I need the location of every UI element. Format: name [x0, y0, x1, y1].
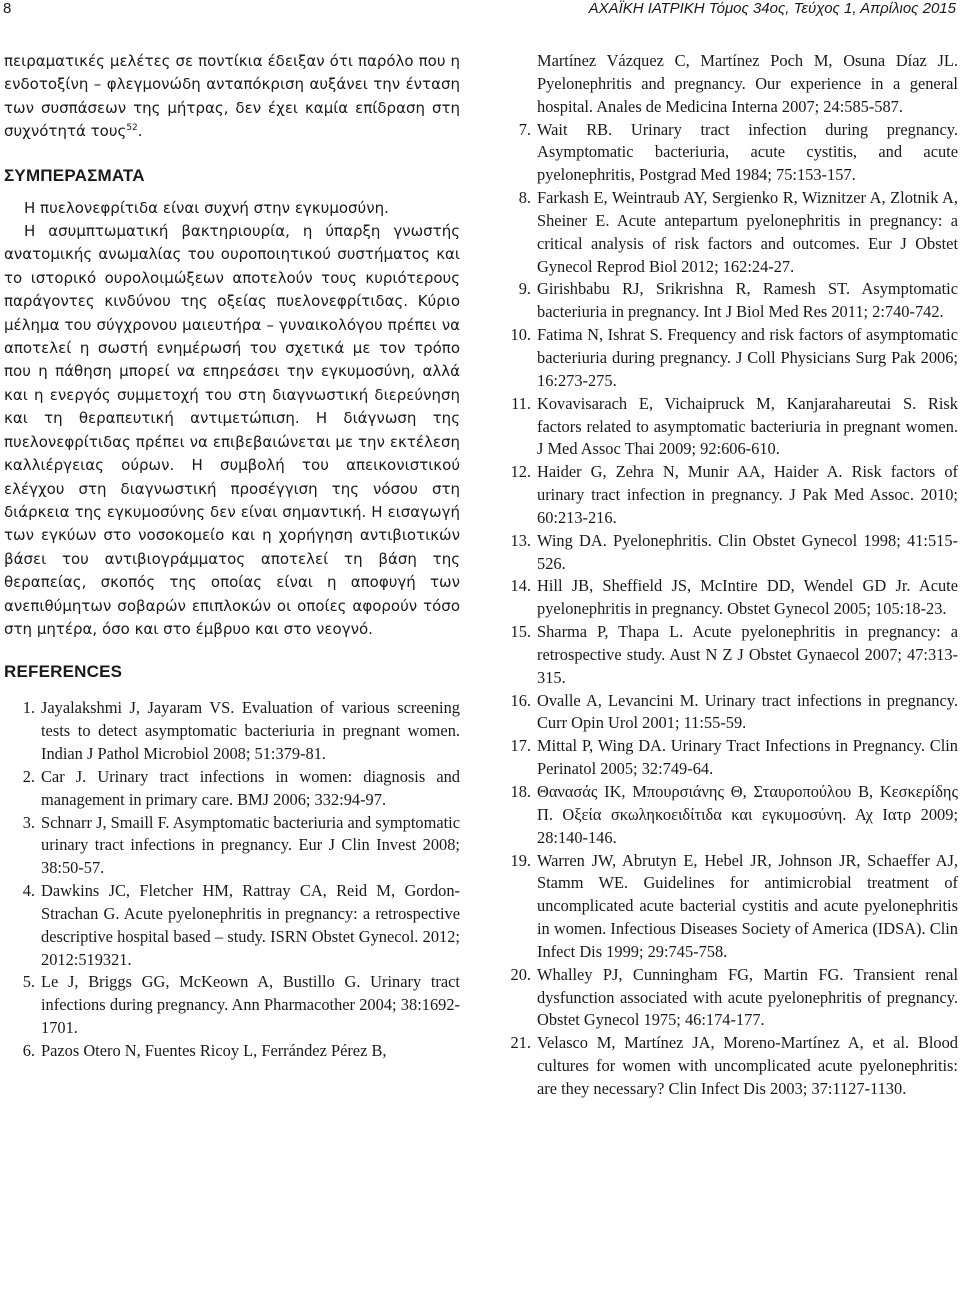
right-column [500, 50, 958, 1101]
reference-number: 3. [22, 812, 35, 832]
reference-item [4, 766, 460, 812]
reference-continuation: Martínez Vázquez C, Martínez Poch M, Osuna Díaz JL. Pyelonephritis and pregnancy. Our experience in a general hospital. Anales de Medicina Interna 2007; 24:585-587. [537, 51, 958, 116]
reference-number: 18. [510, 782, 531, 801]
reference-number: 17. [510, 736, 531, 756]
reference-item [500, 1032, 958, 1101]
reference-number: 5. [22, 972, 35, 992]
reference-item [500, 461, 958, 530]
reference-number: 15. [510, 622, 531, 642]
reference-text: Velasco M, Martínez JA, Moreno-Martínez A, et al. Blood cultures for women with uncomplicated acute pyelonephritis: are they necessary? Clin Infect Dis 2003; 37:1127-1130. [537, 1033, 958, 1098]
page-number: 8 [3, 0, 12, 17]
reference-item [500, 850, 958, 964]
reference-item [500, 735, 958, 781]
reference-number: 13. [510, 530, 531, 550]
reference-text: Sharma P, Thapa L. Acute pyelonephritis in pregnancy: a retrospective study. Aust N Z J Obstet Gynaecol 2007; 47:313-315. [537, 622, 958, 687]
reference-item [500, 393, 958, 462]
reference-text: Wing DA. Pyelonephritis. Clin Obstet Gynecol 1998; 41:515-526. [537, 530, 958, 573]
reference-text: Mittal P, Wing DA. Urinary Tract Infections in Pregnancy. Clin Perinatol 2005; 32:749-64. [537, 736, 958, 779]
reference-text: Jayalakshmi J, Jayaram VS. Evaluation of various screening tests to detect asymptomatic bacteriuria in pregnant women. Indian J Pathol Microbiol 2008; 51:379-81. [41, 698, 460, 764]
reference-item [4, 697, 460, 766]
reference-item [500, 50, 958, 119]
reference-number: 8. [518, 188, 531, 208]
reference-text: Girishbabu RJ, Srikrishna R, Ramesh ST. Asymptomatic bacteriuria in pregnancy. Int J Biol Med Res 2011; 2:740-742. [537, 279, 958, 322]
reference-text: Le J, Briggs GG, McKeown A, Bustillo G. Urinary tract infections during pregnancy. Ann Pharmacother 2004; 38:1692-1701. [41, 972, 460, 1038]
reference-item [4, 1040, 460, 1063]
reference-number: 11. [511, 393, 531, 413]
reference-item [500, 324, 958, 393]
reference-number: 4. [22, 881, 35, 901]
reference-text: Pazos Otero N, Fuentes Ricoy L, Ferrández Pérez B, [41, 1041, 387, 1060]
references-list-right [500, 50, 958, 119]
reference-text: Fatima N, Ishrat S. Frequency and risk factors of asymptomatic bacteriuria during pregnancy. J Coll Physicians Surg Pak 2006; 16:273-275. [537, 325, 958, 390]
conclusions-heading: ΣΥΜΠΕΡΑΣΜΑΤΑ [4, 165, 145, 185]
reference-item [500, 278, 958, 324]
reference-number: 20. [510, 964, 531, 984]
reference-item [4, 971, 460, 1040]
reference-text: Warren JW, Abrutyn E, Hebel JR, Johnson JR, Schaeffer AJ, Stamm WE. Guidelines for antimicrobial treatment of uncomplicated acute bacterial cystitis and acute pyelonephritis in women. Infectious Diseases Society of America (IDSA). Clin Infect Dis 1999; 29:745-758. [537, 850, 958, 961]
reference-number: 16. [510, 690, 531, 710]
conclusions-paragraph-1: Η πυελονεφρίτιδα είναι συχνή στην εγκυμοσύνη. [24, 198, 389, 217]
reference-item [500, 187, 958, 278]
reference-text: Whalley PJ, Cunningham FG, Martin FG. Transient renal dysfunction associated with acute pyelonephritis of pregnancy. Obstet Gynecol 1975; 46:174-177. [537, 964, 958, 1030]
reference-item [4, 812, 460, 881]
reference-number: 14. [510, 576, 531, 596]
citation-superscript: 52 [126, 123, 138, 134]
intro-paragraph: πειραματικές μελέτες σε ποντίκια έδειξαν ότι παρόλο που η ενδοτοξίνη – φλεγμονώδη ανταπόκριση αυξάνει την ένταση των συσπάσεων της μήτρας, δεν έχει καμία επίδραση στη συχνότητά τους$^{52}$. [4, 52, 460, 141]
reference-item [500, 530, 958, 576]
reference-text: Θανασάς ΙΚ, Μπουρσιάνης Θ, Σταυροπούλου Β, Κεσκερίδης Π. Οξεία σκωληκοειδίτιδα και εγκυμοσύνη. Αχ Ιατρ 2009; 28:140-146. [537, 782, 958, 847]
reference-item [500, 119, 958, 188]
conclusions-paragraph-2: Η ασυμπτωματική βακτηριουρία, η ύπαρξη γνωστής ανατομικής ανωμαλίας του ουροποιητικού συστήματος και το ιστορικό ουρολοιμώξεων αποτελούν τους κυριότερους παράγοντες κινδύνου της οξείας πυελονεφρίτιδας. Κύριο μέλημα του σύγχρονου μαιευτήρα – γυναικολόγου πρέπει να αποτελεί η σωστή ενημέρωσή του σχετικά με τον τρόπο που η πάθηση μπορεί να επηρεάσει την εγκυμοσύνη, αλλά και η ενεργός συμμετοχή του στη διαγνωστική διερεύνηση και τη θεραπευτική αντιμετώπιση. Η διάγνωση της πυελονεφρίτιδας πρέπει να επιβεβαιώνεται με την εκτέλεση καλλιέργειας ούρων. Η συμβολή του απεικονιστικού ελέγχου στη διαγνωστική προσέγγιση της νόσου στη διάρκεια της εγκυμοσύνης δεν είναι σημαντική. Η εισαγωγή των εγκύων στο νοσοκομείο και η χορήγηση αντιβιοτικών βάσει του αντιβιογράμματος αποτελεί τη βάση της θεραπείας, σκοπός της οποίας είναι η αποφυγή των ανεπιθύμητων σοβαρών επιπλοκών οι οποίες αφορούν τόσο στη μητέρα, όσο και στο έμβρυο και στο νεογνό. [4, 222, 460, 638]
page-header [0, 0, 960, 22]
reference-text: Schnarr J, Smaill F. Asymptomatic bacteriuria and symptomatic urinary tract infections in pregnancy. Eur J Clin Invest 2008; 38:50-57. [41, 812, 460, 878]
left-column [4, 50, 460, 1063]
reference-item [500, 781, 958, 850]
reference-item [500, 690, 958, 736]
reference-text: Kovavisarach E, Vichaipruck M, Kanjarahareutai S. Risk factors related to asymptomatic bacteriuria in pregnant women. J Med Assoc Thai 2009; 92:606-610. [537, 393, 958, 459]
references-list-right-numbered [500, 119, 958, 1101]
running-head: ΑΧΑΪΚΗ ΙΑΤΡΙΚΗ Τόμος 34ος, Τεύχος 1, Απρίλιος 2015 [588, 0, 956, 17]
reference-item [500, 575, 958, 621]
reference-number: 9. [518, 279, 531, 299]
reference-text: Farkash E, Weintraub AY, Sergienko R, Wiznitzer A, Zlotnik A, Sheiner E. Acute antepartum pyelonephritis in pregnancy: a critical analysis of risk factors and outcomes. Eur J Obstet Gynecol Reprod Biol 2012; 162:24-27. [537, 188, 958, 276]
reference-number: 21. [510, 1033, 531, 1053]
reference-number: 19. [510, 850, 531, 870]
reference-number: 1. [22, 698, 35, 718]
reference-text: Hill JB, Sheffield JS, McIntire DD, Wendel GD Jr. Acute pyelonephritis in pregnancy. Obstet Gynecol 2005; 105:18-23. [537, 576, 958, 619]
reference-text: Ovalle A, Levancini M. Urinary tract infections in pregnancy. Curr Opin Urol 2001; 11:55-59. [537, 690, 958, 733]
references-heading: REFERENCES [4, 662, 123, 682]
reference-text: Car J. Urinary tract infections in women: diagnosis and management in primary care. BMJ 2006; 332:94-97. [41, 766, 460, 809]
reference-number: 10. [510, 325, 531, 345]
reference-item [500, 964, 958, 1033]
reference-number: 12. [510, 462, 531, 482]
reference-number: 7. [518, 119, 531, 139]
reference-item [500, 621, 958, 690]
reference-text: Wait RB. Urinary tract infection during pregnancy. Asymptomatic bacteriuria, acute cystitis, and acute pyelonephritis, Postgrad Med 1984; 75:153-157. [537, 119, 958, 185]
reference-text: Dawkins JC, Fletcher HM, Rattray CA, Reid M, Gordon-Strachan G. Acute pyelonephritis in pregnancy: a retrospective descriptive hospital based – study. ISRN Obstet Gynecol. 2012; 2012:519321. [41, 881, 460, 969]
references-list-left [4, 697, 460, 1063]
reference-item [4, 880, 460, 971]
reference-number: 6. [22, 1041, 35, 1060]
reference-number: 2. [22, 766, 35, 786]
reference-text: Haider G, Zehra N, Munir AA, Haider A. Risk factors of urinary tract infection in pregnancy. J Pak Med Assoc. 2010; 60:213-216. [537, 462, 958, 527]
